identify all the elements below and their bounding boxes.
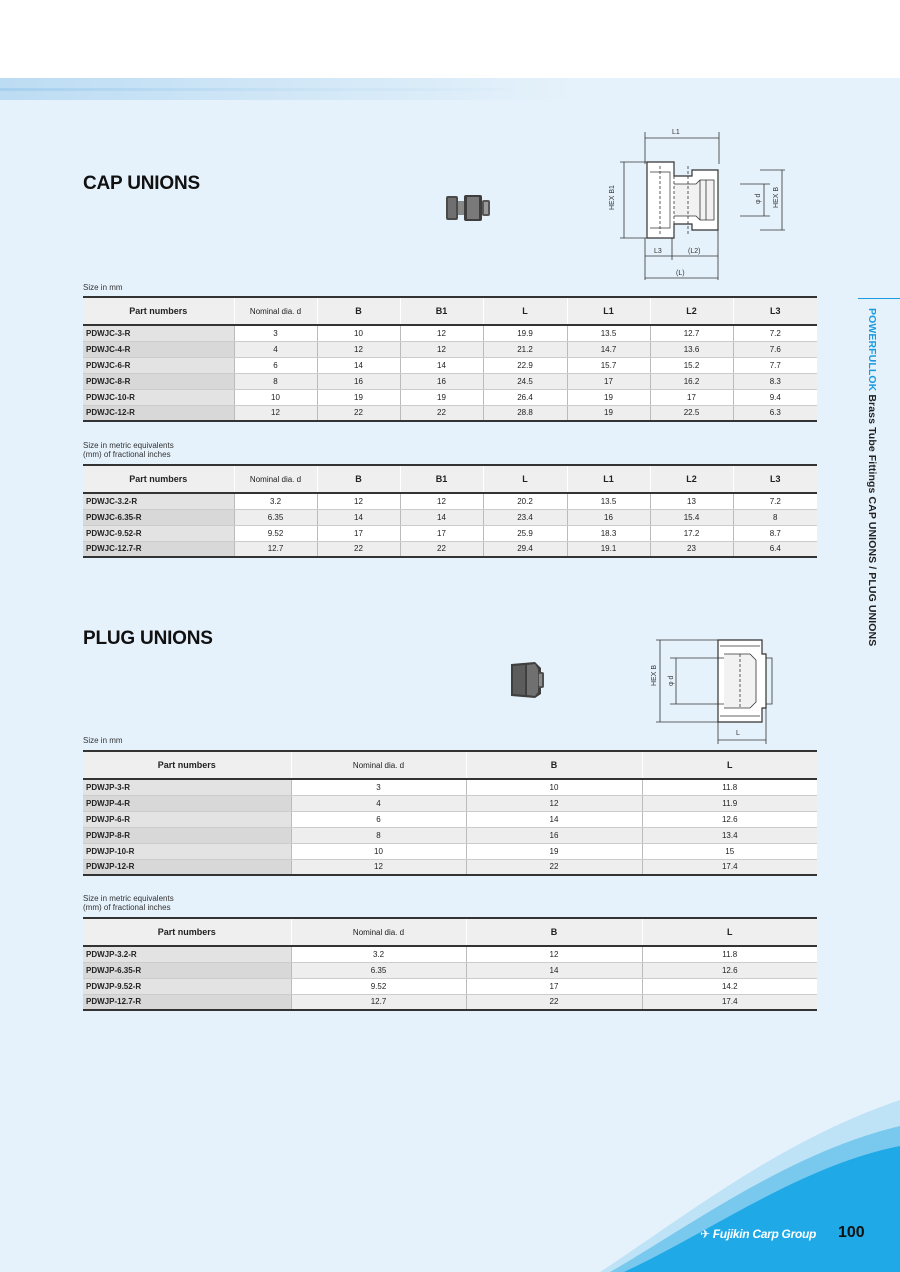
- table-row: [83, 325, 817, 341]
- diag-label-phid: φ d: [755, 193, 762, 204]
- table-row: [83, 859, 817, 875]
- value-cell: 16: [317, 373, 400, 389]
- table-row: [83, 962, 817, 978]
- value-cell: 16: [466, 827, 642, 843]
- diag-label-l1: L1: [672, 129, 680, 136]
- part-number-cell: PDWJP-6.35-R: [83, 962, 291, 978]
- col-header: Part numbers: [83, 297, 234, 325]
- value-cell: 22: [466, 994, 642, 1010]
- part-number-cell: PDWJC-6-R: [83, 357, 234, 373]
- value-cell: 19.9: [483, 325, 567, 341]
- table-row: [83, 493, 817, 509]
- col-header: Part numbers: [83, 465, 234, 493]
- value-cell: 22: [466, 859, 642, 875]
- part-number-cell: PDWJC-3.2-R: [83, 493, 234, 509]
- side-brand: POWERFULLOK: [866, 308, 878, 392]
- diag-label-hexb: HEX B: [773, 186, 780, 208]
- fujikin-logo-text: Fujikin Carp Group: [712, 1227, 817, 1241]
- part-number-cell: PDWJP-12.7-R: [83, 994, 291, 1010]
- table-row: [83, 843, 817, 859]
- value-cell: 8.3: [733, 373, 817, 389]
- value-cell: 11.8: [642, 946, 817, 962]
- col-header: Part numbers: [83, 918, 291, 946]
- value-cell: 13: [650, 493, 733, 509]
- value-cell: 17: [650, 389, 733, 405]
- col-header: L1: [567, 297, 650, 325]
- col-header: B1: [400, 297, 483, 325]
- value-cell: 22: [400, 405, 483, 421]
- top-margin: [0, 0, 900, 78]
- part-number-cell: PDWJC-12-R: [83, 405, 234, 421]
- table-row: [83, 994, 817, 1010]
- value-cell: 19: [466, 843, 642, 859]
- table-row: [83, 357, 817, 373]
- value-cell: 12: [400, 325, 483, 341]
- cap-inch-note-line1: Size in metric equivalents: [83, 441, 174, 450]
- table-row: [83, 946, 817, 962]
- part-number-cell: PDWJP-3.2-R: [83, 946, 291, 962]
- value-cell: 11.9: [642, 795, 817, 811]
- value-cell: 6.35: [234, 509, 317, 525]
- plug-inch-note-line1: Size in metric equivalents: [83, 894, 174, 903]
- part-number-cell: PDWJP-12-R: [83, 859, 291, 875]
- value-cell: 10: [317, 325, 400, 341]
- value-cell: 13.6: [650, 341, 733, 357]
- side-section-label: [866, 308, 878, 646]
- value-cell: 12: [466, 795, 642, 811]
- value-cell: 22: [400, 541, 483, 557]
- table-header-row: [83, 751, 817, 779]
- table-row: [83, 405, 817, 421]
- value-cell: 14: [317, 357, 400, 373]
- col-header: L3: [733, 465, 817, 493]
- plug-unions-mm-table: [83, 750, 817, 876]
- value-cell: 3: [291, 779, 466, 795]
- col-header: L: [483, 465, 567, 493]
- cap-unions-mm-table: [83, 296, 817, 422]
- value-cell: 12: [234, 405, 317, 421]
- col-header: Part numbers: [83, 751, 291, 779]
- col-header: L: [642, 918, 817, 946]
- value-cell: 19: [317, 389, 400, 405]
- table-row: [83, 341, 817, 357]
- cap-union-photo: [444, 192, 492, 224]
- value-cell: 3: [234, 325, 317, 341]
- value-cell: 9.52: [291, 978, 466, 994]
- value-cell: 6.35: [291, 962, 466, 978]
- col-header: Nominal dia. d: [234, 465, 317, 493]
- value-cell: 12.6: [642, 962, 817, 978]
- value-cell: 22: [317, 405, 400, 421]
- value-cell: 18.3: [567, 525, 650, 541]
- value-cell: 11.8: [642, 779, 817, 795]
- value-cell: 14: [466, 962, 642, 978]
- value-cell: 14.7: [567, 341, 650, 357]
- value-cell: 17: [567, 373, 650, 389]
- fujikin-mark-icon: ✈: [700, 1227, 710, 1241]
- value-cell: 13.4: [642, 827, 817, 843]
- value-cell: 3.2: [234, 493, 317, 509]
- value-cell: 20.2: [483, 493, 567, 509]
- value-cell: 10: [234, 389, 317, 405]
- value-cell: 19: [567, 405, 650, 421]
- col-header: L: [642, 751, 817, 779]
- col-header: B: [317, 465, 400, 493]
- header-band: [0, 78, 900, 100]
- part-number-cell: PDWJC-8-R: [83, 373, 234, 389]
- part-number-cell: PDWJC-12.7-R: [83, 541, 234, 557]
- value-cell: 29.4: [483, 541, 567, 557]
- table-header-row: [83, 465, 817, 493]
- value-cell: 19: [567, 389, 650, 405]
- value-cell: 3.2: [291, 946, 466, 962]
- part-number-cell: PDWJC-6.35-R: [83, 509, 234, 525]
- table-row: [83, 389, 817, 405]
- value-cell: 6: [291, 811, 466, 827]
- value-cell: 9.52: [234, 525, 317, 541]
- col-header: Nominal dia. d: [234, 297, 317, 325]
- value-cell: 8: [733, 509, 817, 525]
- part-number-cell: PDWJP-3-R: [83, 779, 291, 795]
- cap-unions-inch-table: [83, 464, 817, 558]
- value-cell: 13.5: [567, 493, 650, 509]
- table-row: [83, 827, 817, 843]
- table-row: [83, 509, 817, 525]
- value-cell: 7.7: [733, 357, 817, 373]
- part-number-cell: PDWJP-4-R: [83, 795, 291, 811]
- value-cell: 12: [466, 946, 642, 962]
- value-cell: 15: [642, 843, 817, 859]
- value-cell: 12: [317, 341, 400, 357]
- value-cell: 24.5: [483, 373, 567, 389]
- fujikin-logo: [700, 1227, 816, 1241]
- value-cell: 9.4: [733, 389, 817, 405]
- value-cell: 17: [466, 978, 642, 994]
- plug-inch-note-line2: (mm) of fractional inches: [83, 903, 171, 912]
- col-header: Nominal dia. d: [291, 751, 466, 779]
- value-cell: 12: [400, 493, 483, 509]
- table-row: [83, 978, 817, 994]
- value-cell: 28.8: [483, 405, 567, 421]
- value-cell: 21.2: [483, 341, 567, 357]
- part-number-cell: PDWJC-9.52-R: [83, 525, 234, 541]
- header-stripe: [0, 88, 520, 91]
- table-header-row: [83, 297, 817, 325]
- table-row: [83, 795, 817, 811]
- value-cell: 22.5: [650, 405, 733, 421]
- col-header: L3: [733, 297, 817, 325]
- side-rule: [858, 298, 900, 299]
- value-cell: 16.2: [650, 373, 733, 389]
- table-row: [83, 811, 817, 827]
- diag-label-hexb: HEX B: [651, 664, 658, 686]
- plug-inch-note: [83, 894, 174, 912]
- value-cell: 6.3: [733, 405, 817, 421]
- diag-label-l2: (L2): [688, 248, 701, 255]
- value-cell: 7.2: [733, 325, 817, 341]
- value-cell: 17: [400, 525, 483, 541]
- value-cell: 7.2: [733, 493, 817, 509]
- value-cell: 4: [234, 341, 317, 357]
- value-cell: 16: [567, 509, 650, 525]
- plug-union-photo: [505, 660, 547, 700]
- value-cell: 17.4: [642, 859, 817, 875]
- value-cell: 12.6: [642, 811, 817, 827]
- value-cell: 8: [234, 373, 317, 389]
- value-cell: 23: [650, 541, 733, 557]
- value-cell: 12: [400, 341, 483, 357]
- part-number-cell: PDWJP-6-R: [83, 811, 291, 827]
- value-cell: 15.7: [567, 357, 650, 373]
- table-row: [83, 541, 817, 557]
- col-header: L: [483, 297, 567, 325]
- value-cell: 19: [400, 389, 483, 405]
- value-cell: 14.2: [642, 978, 817, 994]
- value-cell: 17.2: [650, 525, 733, 541]
- plug-unions-inch-table: [83, 917, 817, 1011]
- value-cell: 14: [466, 811, 642, 827]
- col-header: L2: [650, 465, 733, 493]
- value-cell: 23.4: [483, 509, 567, 525]
- value-cell: 22: [317, 541, 400, 557]
- value-cell: 8: [291, 827, 466, 843]
- value-cell: 22.9: [483, 357, 567, 373]
- table-row: [83, 525, 817, 541]
- col-header: L2: [650, 297, 733, 325]
- table-row: [83, 779, 817, 795]
- col-header: B: [466, 918, 642, 946]
- part-number-cell: PDWJC-10-R: [83, 389, 234, 405]
- value-cell: 17: [317, 525, 400, 541]
- plug-mm-note: Size in mm: [83, 736, 123, 745]
- page-number: 100: [838, 1224, 865, 1241]
- value-cell: 6: [234, 357, 317, 373]
- diag-label-phid: φ d: [668, 675, 675, 686]
- value-cell: 17.4: [642, 994, 817, 1010]
- value-cell: 15.2: [650, 357, 733, 373]
- table-header-row: [83, 918, 817, 946]
- cap-mm-note: Size in mm: [83, 283, 123, 292]
- part-number-cell: PDWJC-3-R: [83, 325, 234, 341]
- col-header: Nominal dia. d: [291, 918, 466, 946]
- diag-label-l: (L): [676, 270, 685, 277]
- table-row: [83, 373, 817, 389]
- diag-label-hexb1: HEX B1: [609, 185, 616, 210]
- value-cell: 19.1: [567, 541, 650, 557]
- value-cell: 12.7: [291, 994, 466, 1010]
- cap-unions-title: CAP UNIONS: [83, 173, 200, 194]
- value-cell: 7.6: [733, 341, 817, 357]
- cap-union-diagram: [600, 124, 790, 284]
- col-header: L1: [567, 465, 650, 493]
- corner-swoosh: [600, 1100, 900, 1272]
- value-cell: 26.4: [483, 389, 567, 405]
- value-cell: 12: [291, 859, 466, 875]
- value-cell: 12.7: [650, 325, 733, 341]
- part-number-cell: PDWJP-10-R: [83, 843, 291, 859]
- value-cell: 10: [291, 843, 466, 859]
- plug-union-diagram: [640, 634, 780, 746]
- value-cell: 6.4: [733, 541, 817, 557]
- value-cell: 8.7: [733, 525, 817, 541]
- col-header: B: [317, 297, 400, 325]
- diag-label-l: L: [736, 730, 740, 737]
- value-cell: 16: [400, 373, 483, 389]
- value-cell: 14: [400, 509, 483, 525]
- diag-label-l3: L3: [654, 248, 662, 255]
- value-cell: 15.4: [650, 509, 733, 525]
- value-cell: 14: [317, 509, 400, 525]
- value-cell: 12: [317, 493, 400, 509]
- value-cell: 13.5: [567, 325, 650, 341]
- side-label-rest: Brass Tube Fittings CAP UNIONS / PLUG UNIONS: [866, 391, 878, 647]
- part-number-cell: PDWJC-4-R: [83, 341, 234, 357]
- part-number-cell: PDWJP-8-R: [83, 827, 291, 843]
- value-cell: 25.9: [483, 525, 567, 541]
- value-cell: 4: [291, 795, 466, 811]
- col-header: B: [466, 751, 642, 779]
- col-header: B1: [400, 465, 483, 493]
- part-number-cell: PDWJP-9.52-R: [83, 978, 291, 994]
- value-cell: 12.7: [234, 541, 317, 557]
- cap-inch-note-line2: (mm) of fractional inches: [83, 450, 171, 459]
- cap-inch-note: [83, 441, 174, 459]
- value-cell: 14: [400, 357, 483, 373]
- plug-unions-title: PLUG UNIONS: [83, 628, 213, 649]
- value-cell: 10: [466, 779, 642, 795]
